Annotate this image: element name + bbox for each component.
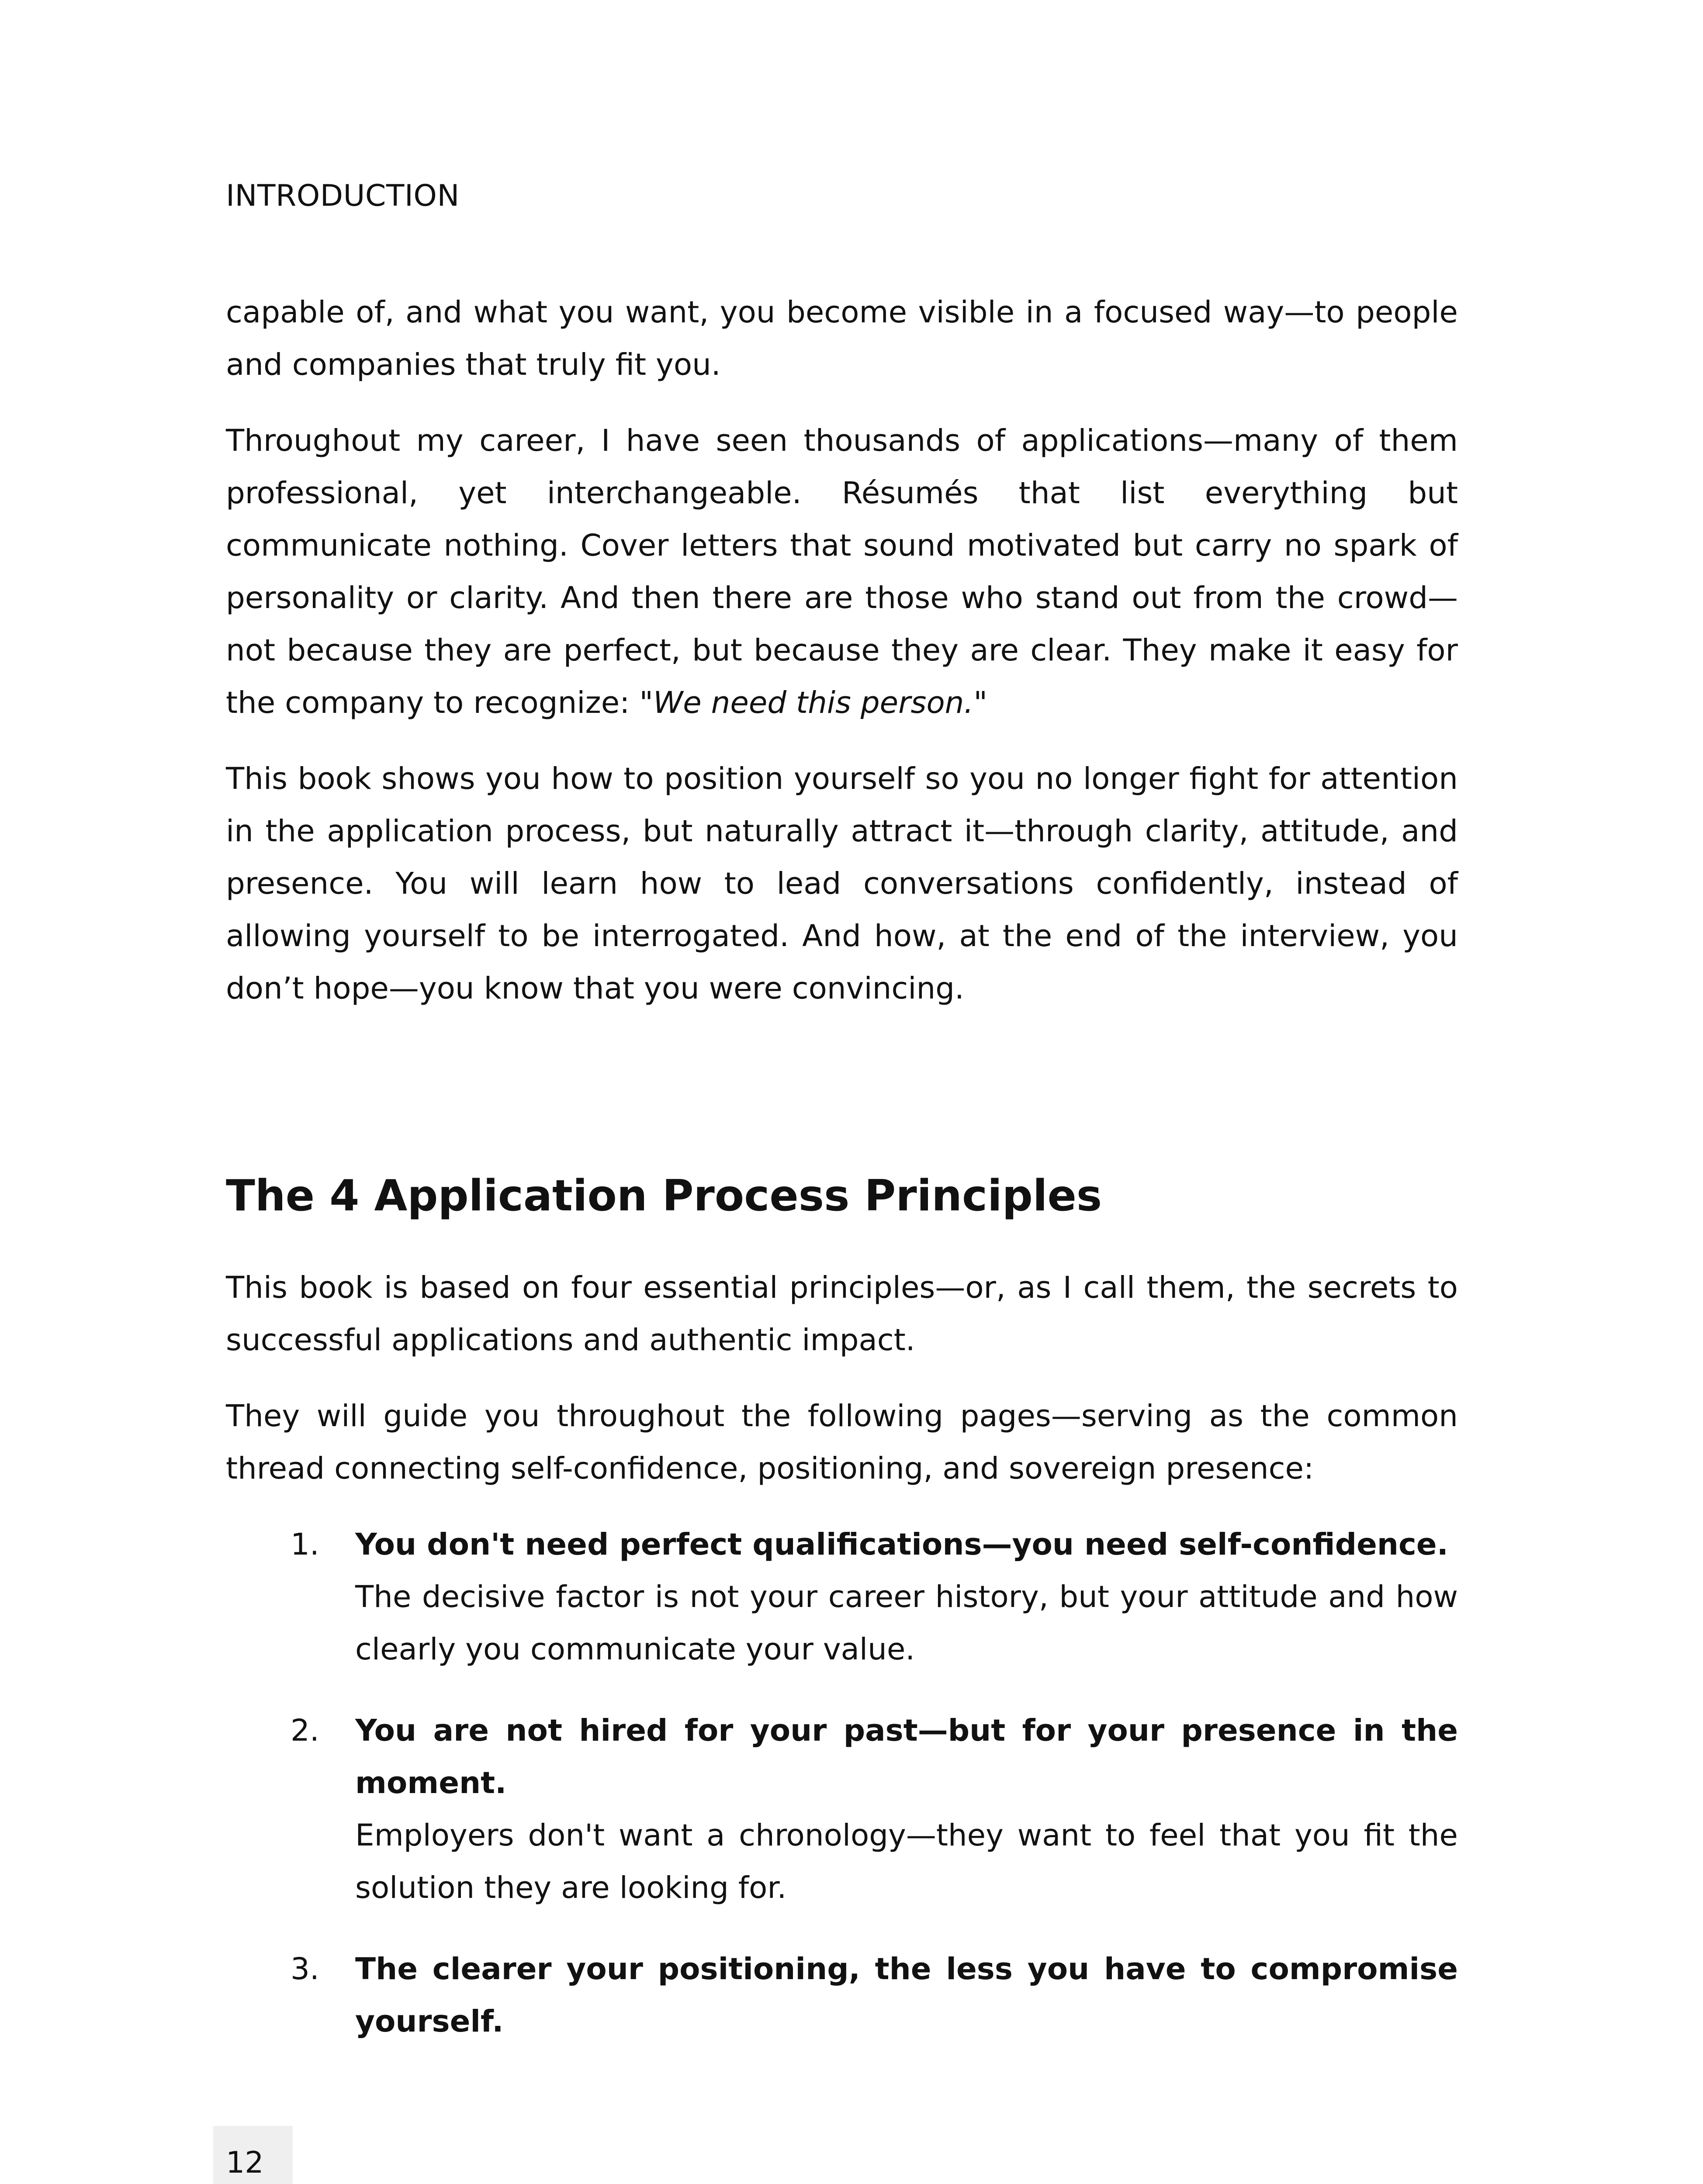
list-number: 2. [291,1713,319,1748]
page-number: 12 [226,2146,264,2180]
list-number: 1. [291,1527,319,1562]
paragraph: This book is based on four essential principles—or, as I call them, the secrets to successful applications and authentic impact. [226,1270,1458,1358]
paragraph: capable of, and what you want, you become visible in a focused way—to people and companies that truly fit you. [226,295,1458,382]
paragraph: This book shows you how to position yourself so you no longer fight for attention in the application process, but naturally attract it—through clarity, attitude, and presence. You will learn how to lead conversations confidently, instead of allowing yourself to be interrogated. And how, at the end of the interview, you don’t hope—you know that you were convincing. [226,761,1458,1006]
paragraph-text: Throughout my career, I have seen thousands of applications—many of them professional, yet interchangeable. Résumés that list everything but communicate nothing. Cover letters that sound motivated but carry no spark of personality or clarity. And then there are those who stand out from the crowd—not because they are perfect, but because they are clear. They make it easy for the company to recognize: " [226,423,1458,720]
list-item [226,1704,1458,1914]
principles-section [226,1261,1458,2077]
principle-body: The decisive factor is not your career history, but your attitude and how clearly you communicate your value. [355,1579,1458,1667]
principle-body: Employers don't want a chronology—they want to feel that you fit the solution they are looking for. [355,1818,1458,1905]
quote: We need this person. [653,685,974,720]
paragraph: They will guide you throughout the following pages—serving as the common thread connecting self-confidence, positioning, and sovereign presence: [226,1399,1458,1486]
principle-title: You are not hired for your past—but for your presence in the moment. [355,1713,1458,1800]
list-number: 3. [291,1952,319,1987]
intro-text [226,286,1458,1038]
principles-list [226,1518,1458,2048]
principle-title: The clearer your positioning, the less you have to compromise yourself. [355,1952,1458,2039]
paragraph [226,415,1458,729]
section-heading: The 4 Application Process Principles [226,1171,1102,1221]
list-item [226,1943,1458,2048]
quote-close: " [973,685,988,720]
principle-title: You don't need perfect qualifications—you need self-confidence. [355,1527,1448,1562]
running-head: INTRODUCTION [226,179,460,213]
list-item [226,1518,1458,1676]
